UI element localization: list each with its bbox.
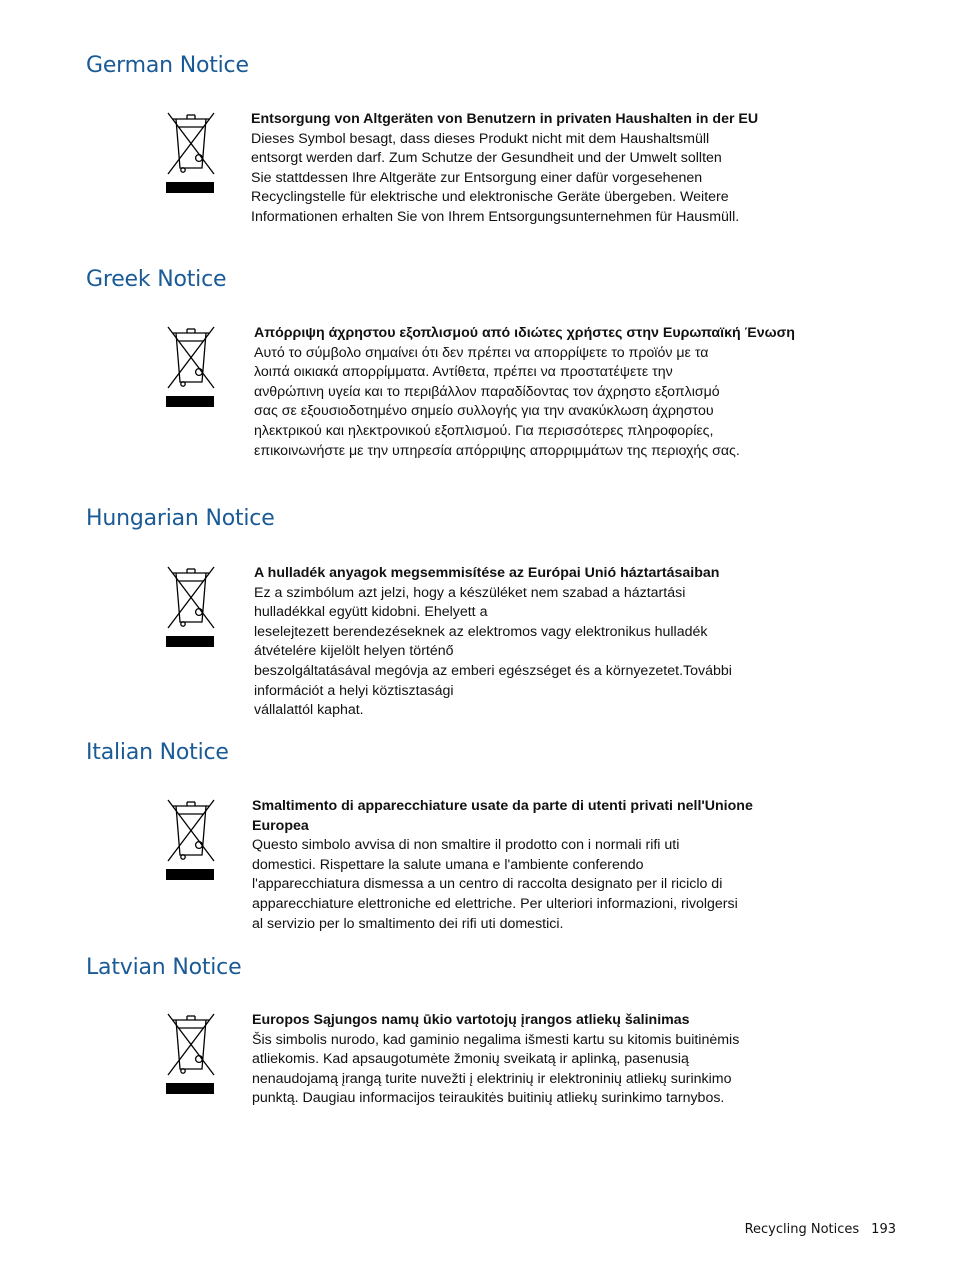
footer-section-title: Recycling Notices [744,1222,860,1237]
italian-notice-heading: Italian Notice [86,740,229,765]
notice-body: Šis simbolis nurodo, kad gaminio negalima išmesti kartu su kitomis buitinėmis atliekomis. Kad apsaugotumėte žmonių sveikatą ir aplinką, pasenusią nenaudojamą įrangą turite nuvežti į elektrinių ir elektroninių atliekų surinkimo punktą. Daugiau informacijos teiraukitės buitinių atliekų surinkimo tarnybos. [252,1031,740,1107]
greek-notice-text [254,324,802,461]
notice-body: Αυτό το σύμβολο σημαίνει ότι δεν πρέπει να απορρίψετε το προϊόν με τα λοιπά οικιακά απορρίμματα. Αντίθετα, πρέπει να προστατέψετε την ανθρώπινη υγεία και το περιβάλλον παραδίδοντας τον άχρηστο εξοπλισμό σας σε εξουσιοδοτημένο σημείο συλλογής για την ανακύκλωση άχρηστου ηλεκτρικού και ηλεκτρονικού εξοπλισμού. Για περισσότερες πληροφορίες, επικοινωνήστε με την υπηρεσία απόρριψης απορριμμάτων της περιοχής σας. [254,344,740,459]
notice-body: Ez a szimbólum azt jelzi, hogy a készüléket nem szabad a háztartási hulladékkal együtt kidobni. Ehelyett a leselejtezett berendezéseknek az elektromos vagy elektronikus hulladék átvételére kijelölt helyen történő beszolgáltatásával megóvja az emberi egészséget és a környezetet.További információt a helyi köztisztasági vállalattól kaphat. [254,584,732,719]
crossed-out-wheelie-bin-icon [165,110,217,196]
page-number: 193 [871,1222,896,1237]
hungarian-notice-text [254,564,802,721]
notice-body: Questo simbolo avvisa di non smaltire il prodotto con i normali rifi uti domestici. Rispettare la salute umana e l'ambiente conferendo l'apparecchiatura dismessa a un centro di raccolta designato per il riciclo di apparecchiature elettroniche ed elettriche. Per ulteriori informazioni, rivolgersi al servizio per lo smaltimento dei rifi uti domestici. [252,837,738,932]
greek-notice-heading: Greek Notice [86,267,227,292]
hungarian-notice-heading: Hungarian Notice [86,506,275,531]
hungarian-notice [165,564,805,734]
notice-title: Απόρριψη άχρηστου εξοπλισμού από ιδιώτες χρήστες στην Ευρωπαϊκή Ένωση [254,325,795,341]
notice-title: Entsorgung von Altgeräten von Benutzern in privaten Haushalten in der EU [251,111,759,127]
notice-body: Dieses Symbol besagt, dass dieses Produkt nicht mit dem Haushaltsmüll entsorgt werden darf. Zum Schutze der Gesundheit und der Umwelt sollten Sie stattdessen Ihre Altgeräte zur Entsorgung einer dafür vorgesehenen Recyclingstelle für elektrische und elektronische Geräte übergeben. Weitere Informationen erhalten Sie von Ihrem Entsorgungsunternehmen für Hausmüll. [251,130,740,225]
italian-notice-text [252,797,800,934]
crossed-out-wheelie-bin-icon [165,1011,217,1097]
crossed-out-wheelie-bin-icon [165,797,217,883]
notice-title: Europos Sąjungos namų ūkio vartotojų įrangos atliekų šalinimas [252,1012,690,1028]
notice-title: Smaltimento di apparecchiature usate da parte di utenti privati nell'Unione Europea [252,798,753,834]
greek-notice [165,324,805,494]
latvian-notice [165,1011,805,1181]
crossed-out-wheelie-bin-icon [165,564,217,650]
german-notice-heading: German Notice [86,53,249,78]
latvian-notice-heading: Latvian Notice [86,955,242,980]
german-notice-text [251,110,799,228]
latvian-notice-text [252,1011,800,1109]
page-footer [745,1222,896,1237]
german-notice [165,110,805,280]
italian-notice [165,797,805,967]
crossed-out-wheelie-bin-icon [165,324,217,410]
notice-title: A hulladék anyagok megsemmisítése az Európai Unió háztartásaiban [254,565,720,581]
